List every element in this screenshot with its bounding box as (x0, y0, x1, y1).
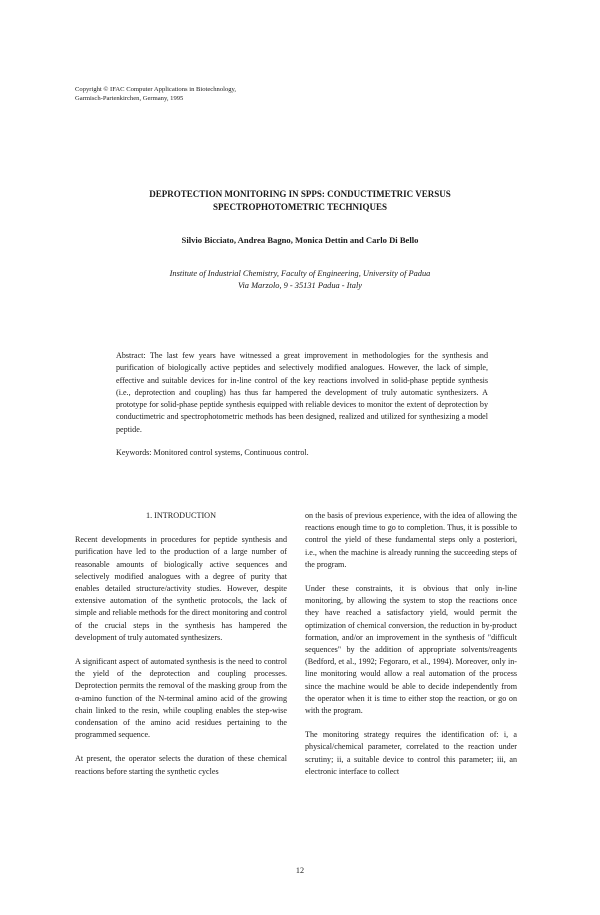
copyright-notice (75, 86, 236, 103)
title-line: SPECTROPHOTOMETRIC TECHNIQUES (213, 201, 387, 212)
keywords: Keywords: Monitored control systems, Continuous control. (116, 448, 309, 457)
affiliation (80, 268, 520, 292)
abstract: Abstract: The last few years have witnessed a great improvement in methodologies for the synthesis and purification of biologically active peptides and selectively modified analogues. However, the lack of simple, effective and suitable devices for in-line control of the key reactions involved in solid-phase peptide synthesis (i.e., deprotection and coupling) has thus far hampered the development of truly automatic synthesizers. A prototype for solid-phase peptide synthesis equipped with reliable devices to monitor the extent of deprotection by conductimetric and spectrophotometric methods has been designed, realized and utilized for synthesizing a model peptide. (116, 351, 488, 434)
authors: Silvio Bicciato, Andrea Bagno, Monica Dettin and Carlo Di Bello (181, 235, 419, 245)
paragraph: on the basis of previous experience, with the idea of allowing the reactions enough time to go to completion. Thus, it is possible to control the yield of these fundamental steps only a posteriori, i.e., when the machine is already running the succeeding steps of the program. (305, 511, 517, 569)
paragraph: The monitoring strategy requires the identification of: i, a physical/chemical parameter, correlated to the reaction under scrutiny; ii, a suitable device to control this parameter; iii, an electronic interface to collect (305, 730, 517, 776)
page-number: 12 (295, 866, 305, 875)
paragraph: Under these constraints, it is obvious that only in-line monitoring, by allowing the system to stop the reactions once they have reached a satisfactory yield, would permit the optimization of chemical conversion, the reduction in by-product formation, and/or an improvement in the synthesis of "difficult sequences" by the addition of appropriate solvents/reagents (Bedford, et al., 1992; Fegoraro, et al., 1994). Moreover, only in-line monitoring would allow a real automation of the process since the machine would be able to decide independently from the operator when it is time to either stop the reaction, or go on with the program. (305, 584, 517, 716)
title-line: DEPROTECTION MONITORING IN SPPS: CONDUCTIMETRIC VERSUS (149, 189, 451, 199)
copyright-line: Copyright © IFAC Computer Applications in Biotechnology, (75, 86, 237, 93)
paper-title (80, 188, 520, 213)
left-column (75, 510, 287, 790)
paragraph: Recent developments in procedures for peptide synthesis and purification have led to the production of a large number of reasonable amounts of biologically active sequences and selectively modified analogues with a degree of purity that enables detailed structure/activity studies. However, despite extensive automation of the synthetic protocols, the lack of simple and reliable methods for the direct monitoring and control of the crucial steps in the synthesis has hampered the development of truly automated synthesizers. (75, 535, 287, 642)
copyright-line: Garmisch-Partenkirchen, Germany, 1995 (75, 94, 184, 102)
affiliation-line: Institute of Industrial Chemistry, Faculty of Engineering, University of Padua (169, 269, 431, 278)
section-heading: 1. INTRODUCTION (145, 511, 217, 520)
affiliation-line: Via Marzolo, 9 - 35131 Padua - Italy (237, 281, 363, 290)
paragraph: At present, the operator selects the duration of these chemical reactions before starting the synthetic cycles (75, 754, 287, 776)
right-column (305, 510, 517, 790)
paragraph: A significant aspect of automated synthesis is the need to control the yield of the deprotection and coupling processes. Deprotection permits the removal of the masking group from the α-amino function of the N-terminal amino acid of the growing chain linked to the resin, while coupling enables the step-wise condensation of the amino acid residues pertaining to the programmed sequence. (75, 657, 287, 740)
